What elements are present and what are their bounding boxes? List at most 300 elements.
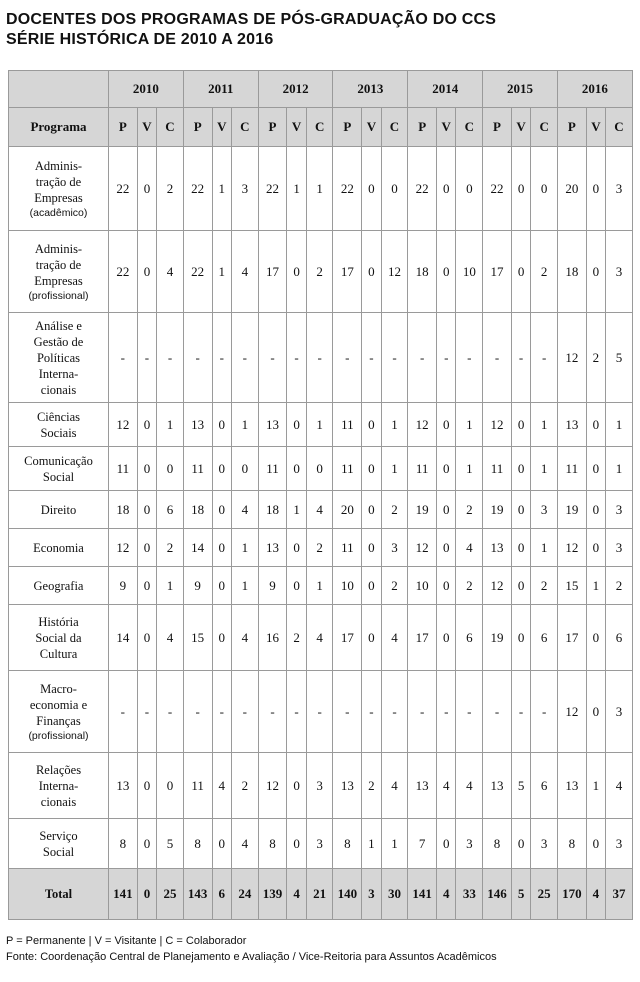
value-cell: 12 (557, 529, 586, 567)
value-cell: 0 (511, 819, 530, 869)
table-row (9, 567, 633, 605)
value-cell: 13 (483, 529, 512, 567)
value-cell: 9 (258, 567, 287, 605)
value-cell: - (483, 671, 512, 753)
value-cell: 0 (586, 671, 605, 753)
total-label: Total (9, 869, 109, 920)
table-row (9, 447, 633, 491)
faculty-table (8, 70, 633, 920)
value-cell: 4 (157, 605, 184, 671)
value-cell: 1 (157, 567, 184, 605)
table-row (9, 491, 633, 529)
value-cell: 8 (258, 819, 287, 869)
value-cell: - (511, 671, 530, 753)
value-cell: 0 (212, 529, 231, 567)
program-name: Economia (33, 540, 84, 555)
value-cell: 11 (408, 447, 437, 491)
value-cell: 3 (456, 819, 483, 869)
value-cell: 6 (606, 605, 633, 671)
value-cell: 2 (456, 491, 483, 529)
value-cell: 0 (511, 605, 530, 671)
value-cell: 3 (606, 671, 633, 753)
program-name: Direito (40, 502, 77, 517)
value-cell: 13 (183, 403, 212, 447)
value-cell: 2 (362, 753, 381, 819)
value-cell: 11 (183, 753, 212, 819)
total-row (9, 869, 633, 920)
value-cell: - (232, 313, 259, 403)
value-cell: 12 (557, 313, 586, 403)
total-value-cell: 25 (157, 869, 184, 920)
table-row (9, 819, 633, 869)
title-line-1: DOCENTES DOS PROGRAMAS DE PÓS-GRADUAÇÃO DO CCS (6, 11, 497, 28)
program-name: Adminis- tração de Empresas (34, 241, 83, 288)
value-cell: 11 (333, 529, 362, 567)
value-cell: 4 (232, 491, 259, 529)
value-cell: 0 (437, 491, 456, 529)
value-cell: 0 (586, 231, 605, 313)
value-cell: 3 (232, 147, 259, 231)
program-name-cell (9, 447, 109, 491)
value-cell: 0 (586, 819, 605, 869)
value-cell: 0 (287, 753, 306, 819)
total-value-cell: 21 (306, 869, 333, 920)
total-value-cell: 146 (483, 869, 512, 920)
value-cell: 2 (531, 567, 558, 605)
program-name-cell (9, 605, 109, 671)
value-cell: 12 (109, 403, 138, 447)
value-cell: 2 (531, 231, 558, 313)
value-cell: 4 (606, 753, 633, 819)
value-cell: - (183, 313, 212, 403)
value-cell: 0 (586, 447, 605, 491)
table-row (9, 403, 633, 447)
subcolumn-header: C (606, 108, 633, 147)
value-cell: 0 (456, 147, 483, 231)
value-cell: 10 (333, 567, 362, 605)
legend-note: P = Permanente | V = Visitante | C = Colaborador (6, 935, 247, 947)
value-cell: - (437, 671, 456, 753)
value-cell: 4 (157, 231, 184, 313)
year-header: 2013 (333, 71, 408, 108)
value-cell: 5 (511, 753, 530, 819)
value-cell: 9 (183, 567, 212, 605)
value-cell: 5 (157, 819, 184, 869)
value-cell: 19 (408, 491, 437, 529)
value-cell: 13 (258, 403, 287, 447)
subcolumn-header: P (557, 108, 586, 147)
value-cell: - (531, 671, 558, 753)
total-value-cell: 4 (287, 869, 306, 920)
value-cell: - (306, 313, 333, 403)
value-cell: 2 (306, 231, 333, 313)
value-cell: 0 (287, 231, 306, 313)
total-value-cell: 141 (408, 869, 437, 920)
value-cell: 11 (333, 403, 362, 447)
subcolumn-header: C (456, 108, 483, 147)
value-cell: 1 (381, 403, 408, 447)
value-cell: 13 (408, 753, 437, 819)
program-name-cell (9, 567, 109, 605)
value-cell: 0 (212, 567, 231, 605)
total-value-cell: 5 (511, 869, 530, 920)
value-cell: 0 (137, 567, 156, 605)
value-cell: 0 (437, 403, 456, 447)
program-name: Ciências Sociais (36, 409, 81, 440)
value-cell: - (232, 671, 259, 753)
value-cell: - (109, 671, 138, 753)
value-cell: 0 (586, 491, 605, 529)
value-cell: 22 (408, 147, 437, 231)
program-name-cell (9, 671, 109, 753)
total-value-cell: 30 (381, 869, 408, 920)
value-cell: 2 (606, 567, 633, 605)
subcolumn-header: V (212, 108, 231, 147)
value-cell: 0 (287, 403, 306, 447)
value-cell: 11 (258, 447, 287, 491)
program-name: Macro- economia e Finanças (29, 681, 88, 728)
value-cell: 2 (157, 529, 184, 567)
value-cell: 17 (333, 605, 362, 671)
value-cell: 0 (212, 605, 231, 671)
header-blank (9, 71, 109, 108)
total-value-cell: 37 (606, 869, 633, 920)
value-cell: 1 (606, 447, 633, 491)
value-cell: 0 (212, 491, 231, 529)
value-cell: 4 (232, 231, 259, 313)
value-cell: 14 (183, 529, 212, 567)
value-cell: 3 (606, 819, 633, 869)
value-cell: 19 (557, 491, 586, 529)
value-cell: 20 (557, 147, 586, 231)
program-name-cell (9, 491, 109, 529)
value-cell: - (212, 671, 231, 753)
value-cell: 0 (586, 403, 605, 447)
program-name-cell (9, 753, 109, 819)
value-cell: 22 (109, 147, 138, 231)
subcolumn-header: V (586, 108, 605, 147)
value-cell: 1 (362, 819, 381, 869)
value-cell: 0 (157, 753, 184, 819)
value-cell: 0 (362, 567, 381, 605)
value-cell: 1 (586, 753, 605, 819)
value-cell: 8 (183, 819, 212, 869)
value-cell: 4 (456, 529, 483, 567)
value-cell: 4 (381, 605, 408, 671)
value-cell: 8 (557, 819, 586, 869)
value-cell: - (381, 671, 408, 753)
document-title (6, 10, 496, 50)
program-name: Relações Interna- cionais (35, 762, 82, 809)
value-cell: 4 (232, 605, 259, 671)
value-cell: 17 (408, 605, 437, 671)
value-cell: 3 (606, 231, 633, 313)
value-cell: 11 (333, 447, 362, 491)
table-row (9, 529, 633, 567)
program-note: (acadêmico) (29, 206, 88, 219)
value-cell: 22 (258, 147, 287, 231)
value-cell: 3 (381, 529, 408, 567)
value-cell: 4 (306, 605, 333, 671)
value-cell: 13 (483, 753, 512, 819)
value-cell: 2 (306, 529, 333, 567)
value-cell: 1 (232, 567, 259, 605)
year-header: 2016 (557, 71, 632, 108)
value-cell: 4 (437, 753, 456, 819)
value-cell: - (437, 313, 456, 403)
program-name: Geografia (33, 578, 84, 593)
value-cell: 12 (408, 529, 437, 567)
value-cell: 14 (109, 605, 138, 671)
value-cell: - (212, 313, 231, 403)
value-cell: - (306, 671, 333, 753)
value-cell: 0 (287, 447, 306, 491)
value-cell: 0 (437, 447, 456, 491)
value-cell: 9 (109, 567, 138, 605)
value-cell: 22 (183, 147, 212, 231)
total-value-cell: 143 (183, 869, 212, 920)
value-cell: 0 (381, 147, 408, 231)
value-cell: 0 (437, 529, 456, 567)
value-cell: 3 (531, 491, 558, 529)
program-name: Serviço Social (39, 828, 78, 859)
value-cell: 6 (531, 605, 558, 671)
value-cell: 0 (362, 491, 381, 529)
total-value-cell: 4 (437, 869, 456, 920)
value-cell: 0 (137, 753, 156, 819)
value-cell: 4 (456, 753, 483, 819)
subcolumn-header: P (333, 108, 362, 147)
program-name-cell (9, 147, 109, 231)
year-header: 2011 (183, 71, 258, 108)
value-cell: 13 (109, 753, 138, 819)
value-cell: 1 (212, 147, 231, 231)
value-cell: 2 (381, 491, 408, 529)
value-cell: - (157, 671, 184, 753)
value-cell: 18 (408, 231, 437, 313)
value-cell: 0 (232, 447, 259, 491)
subcolumn-header: C (306, 108, 333, 147)
value-cell: 19 (483, 605, 512, 671)
value-cell: - (511, 313, 530, 403)
value-cell: 1 (606, 403, 633, 447)
total-value-cell: 140 (333, 869, 362, 920)
value-cell: 1 (232, 403, 259, 447)
table-row (9, 231, 633, 313)
value-cell: 8 (483, 819, 512, 869)
value-cell: 0 (306, 447, 333, 491)
value-cell: 1 (306, 147, 333, 231)
total-value-cell: 141 (109, 869, 138, 920)
value-cell: 0 (586, 529, 605, 567)
value-cell: 0 (137, 147, 156, 231)
value-cell: 0 (511, 491, 530, 529)
value-cell: 6 (157, 491, 184, 529)
value-cell: 19 (483, 491, 512, 529)
value-cell: - (408, 671, 437, 753)
source-note: Fonte: Coordenação Central de Planejamento e Avaliação / Vice-Reitoria para Assuntos Acadêmicos (6, 951, 497, 963)
value-cell: 1 (456, 403, 483, 447)
value-cell: 18 (109, 491, 138, 529)
total-value-cell: 33 (456, 869, 483, 920)
value-cell: 0 (511, 403, 530, 447)
value-cell: 3 (606, 529, 633, 567)
value-cell: 0 (137, 447, 156, 491)
value-cell: 3 (606, 147, 633, 231)
subcolumn-header: V (287, 108, 306, 147)
value-cell: 12 (483, 403, 512, 447)
value-cell: 0 (437, 567, 456, 605)
program-name-cell (9, 403, 109, 447)
value-cell: 3 (306, 753, 333, 819)
value-cell: 0 (157, 447, 184, 491)
subcolumn-header: V (137, 108, 156, 147)
value-cell: - (287, 671, 306, 753)
value-cell: 0 (137, 231, 156, 313)
value-cell: 22 (333, 147, 362, 231)
value-cell: - (333, 671, 362, 753)
value-cell: - (109, 313, 138, 403)
value-cell: 1 (157, 403, 184, 447)
subcolumn-header: V (511, 108, 530, 147)
value-cell: 0 (511, 231, 530, 313)
value-cell: 12 (258, 753, 287, 819)
value-cell: 1 (306, 403, 333, 447)
value-cell: 4 (212, 753, 231, 819)
value-cell: - (483, 313, 512, 403)
value-cell: 22 (183, 231, 212, 313)
year-header: 2015 (483, 71, 558, 108)
program-note: (profissional) (28, 729, 89, 742)
value-cell: 12 (557, 671, 586, 753)
title-line-2: SÉRIE HISTÓRICA DE 2010 A 2016 (6, 31, 274, 48)
value-cell: 0 (531, 147, 558, 231)
program-name-cell (9, 313, 109, 403)
value-cell: 1 (531, 403, 558, 447)
value-cell: 5 (606, 313, 633, 403)
value-cell: - (456, 671, 483, 753)
value-cell: 20 (333, 491, 362, 529)
value-cell: - (381, 313, 408, 403)
value-cell: 0 (137, 605, 156, 671)
value-cell: 17 (557, 605, 586, 671)
value-cell: 22 (109, 231, 138, 313)
total-value-cell: 0 (137, 869, 156, 920)
subcolumn-header: C (157, 108, 184, 147)
table-row (9, 671, 633, 753)
subcolumn-header: P (408, 108, 437, 147)
value-cell: 0 (511, 529, 530, 567)
value-cell: 0 (212, 447, 231, 491)
value-cell: 0 (511, 147, 530, 231)
value-cell: 10 (408, 567, 437, 605)
value-cell: - (287, 313, 306, 403)
value-cell: 11 (557, 447, 586, 491)
value-cell: 2 (586, 313, 605, 403)
value-cell: 0 (437, 819, 456, 869)
program-name: História Social da Cultura (35, 614, 82, 661)
value-cell: 6 (531, 753, 558, 819)
value-cell: 17 (333, 231, 362, 313)
value-cell: 13 (258, 529, 287, 567)
value-cell: 0 (511, 447, 530, 491)
value-cell: 17 (258, 231, 287, 313)
value-cell: 1 (456, 447, 483, 491)
total-value-cell: 3 (362, 869, 381, 920)
value-cell: 3 (531, 819, 558, 869)
program-name-cell (9, 231, 109, 313)
value-cell: 0 (362, 605, 381, 671)
subcolumn-header: P (109, 108, 138, 147)
value-cell: 0 (437, 231, 456, 313)
value-cell: 18 (258, 491, 287, 529)
value-cell: 1 (232, 529, 259, 567)
value-cell: 0 (362, 231, 381, 313)
value-cell: 1 (586, 567, 605, 605)
value-cell: 7 (408, 819, 437, 869)
subcolumn-header: P (183, 108, 212, 147)
value-cell: 0 (362, 447, 381, 491)
value-cell: 13 (333, 753, 362, 819)
value-cell: 12 (381, 231, 408, 313)
value-cell: - (137, 671, 156, 753)
subcolumn-header: C (381, 108, 408, 147)
value-cell: 11 (109, 447, 138, 491)
value-cell: - (258, 313, 287, 403)
program-name-cell (9, 529, 109, 567)
total-value-cell: 6 (212, 869, 231, 920)
value-cell: 15 (557, 567, 586, 605)
total-value-cell: 170 (557, 869, 586, 920)
value-cell: 4 (232, 819, 259, 869)
value-cell: 4 (306, 491, 333, 529)
value-cell: 12 (109, 529, 138, 567)
value-cell: 0 (287, 567, 306, 605)
subcolumn-header: P (483, 108, 512, 147)
value-cell: 2 (232, 753, 259, 819)
value-cell: 2 (157, 147, 184, 231)
value-cell: 0 (437, 147, 456, 231)
program-column-header: Programa (9, 108, 109, 147)
value-cell: 0 (287, 529, 306, 567)
value-cell: 3 (306, 819, 333, 869)
subcolumn-header: C (232, 108, 259, 147)
value-cell: 0 (287, 819, 306, 869)
total-value-cell: 24 (232, 869, 259, 920)
value-cell: - (531, 313, 558, 403)
subcolumn-header: V (362, 108, 381, 147)
value-cell: 1 (212, 231, 231, 313)
subcolumn-header: P (258, 108, 287, 147)
value-cell: 2 (381, 567, 408, 605)
value-cell: 0 (586, 147, 605, 231)
value-cell: 18 (557, 231, 586, 313)
year-header: 2010 (109, 71, 184, 108)
table-row (9, 147, 633, 231)
value-cell: 0 (137, 403, 156, 447)
table-row (9, 605, 633, 671)
year-header: 2014 (408, 71, 483, 108)
subcolumn-header: V (437, 108, 456, 147)
value-cell: 0 (511, 567, 530, 605)
value-cell: - (333, 313, 362, 403)
table-row (9, 753, 633, 819)
value-cell: 0 (137, 529, 156, 567)
program-name: Análise e Gestão de Políticas Interna- cionais (33, 318, 84, 397)
total-value-cell: 25 (531, 869, 558, 920)
value-cell: 0 (212, 819, 231, 869)
value-cell: - (258, 671, 287, 753)
